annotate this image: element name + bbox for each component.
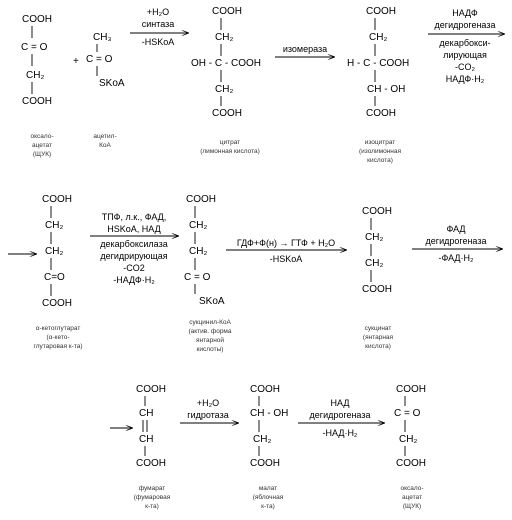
arrow-synthase (130, 7, 188, 47)
svg-text:-HSKoA: -HSKoA (141, 37, 175, 47)
succoa-c3: CH₂ (189, 246, 208, 257)
oxaloacetate-final-structure (394, 384, 426, 469)
oxaloacetate-caption (30, 133, 53, 158)
svg-text:ФАД: ФАД (446, 224, 466, 234)
svg-text:-ФАД·H₂: -ФАД·H₂ (438, 253, 474, 263)
svg-text:НАДФ·H₂: НАДФ·H₂ (445, 74, 485, 84)
malate-c4: COOH (250, 458, 280, 469)
oaa2-c1: COOH (396, 384, 426, 395)
svg-text:малат: малат (258, 485, 278, 492)
acetyl-c1: CH₃ (93, 32, 112, 43)
alpha-ketoglutarate-caption (33, 325, 82, 350)
citrate-structure (191, 6, 261, 119)
succoa-c4: C = O (184, 272, 211, 283)
svg-text:изомераза: изомераза (282, 44, 328, 54)
arrow-fad-dehydrogenase (412, 224, 502, 263)
citrate-c2: CH₂ (215, 32, 234, 43)
fumarate-caption (134, 485, 171, 510)
oaa2-c3: CH₂ (399, 434, 418, 445)
svg-text:КоА: КоА (99, 142, 111, 149)
succoa-c1: COOH (186, 194, 216, 205)
svg-text:цитрат: цитрат (219, 139, 241, 146)
svg-text:НАД: НАД (330, 398, 350, 408)
oaa-c3: CH₂ (26, 70, 45, 81)
isocitrate-c1: COOH (366, 6, 396, 17)
svg-text:-НАД·H₂: -НАД·H₂ (322, 428, 358, 438)
isocitrate-c5: COOH (366, 108, 396, 119)
succinate-c4: COOH (362, 284, 392, 295)
svg-text:-CO₂: -CO₂ (455, 62, 475, 72)
isocitrate-c2: CH₂ (369, 32, 388, 43)
svg-text:(яблочная: (яблочная (252, 494, 284, 501)
svg-text:-HSKoA: -HSKoA (269, 254, 303, 264)
malate-structure (250, 384, 288, 469)
fumarate-c3: CH (139, 434, 154, 445)
malate-caption (253, 485, 284, 510)
svg-text:дегидрогеназа: дегидрогеназа (434, 20, 496, 30)
malate-c2: CH - OH (250, 408, 289, 419)
svg-text:+H₂O: +H₂O (196, 398, 220, 408)
akg-c4: C=O (44, 272, 65, 283)
oaa-c1: COOH (22, 14, 52, 25)
svg-text:изоцитрат: изоцитрат (364, 139, 396, 146)
svg-text:глутаровая к-та): глутаровая к-та) (33, 343, 83, 350)
arrow-gtp-formation (226, 238, 346, 264)
isocitrate-caption (359, 139, 401, 164)
isocitrate-c4: CH - OH (367, 84, 406, 95)
svg-text:(ЩУК): (ЩУК) (402, 503, 422, 510)
succinate-c1: COOH (362, 206, 392, 217)
malate-c3: CH₂ (253, 434, 272, 445)
svg-text:сукцинил-КоА: сукцинил-КоА (189, 319, 231, 326)
succinate-caption (363, 325, 394, 350)
svg-text:сукцинат: сукцинат (364, 325, 392, 332)
svg-text:ацетат: ацетат (401, 494, 423, 501)
svg-text:α-кетоглутарат: α-кетоглутарат (35, 325, 81, 332)
svg-text:(α-кето-: (α-кето- (46, 334, 70, 341)
svg-text:-CO2: -CO2 (123, 263, 145, 273)
svg-text:янтарной: янтарной (195, 337, 225, 344)
fumarate-structure (136, 384, 166, 469)
citrate-caption (200, 139, 260, 155)
arrow-nadp-dehydrogenase (428, 8, 504, 84)
isocitrate-structure (347, 6, 409, 119)
succinyl-coa-structure (184, 194, 225, 307)
oaa2-c4: COOH (396, 458, 426, 469)
succinate-structure (362, 206, 392, 295)
svg-text:НАДФ: НАДФ (452, 8, 478, 18)
svg-text:ацетат: ацетат (31, 142, 53, 149)
oaa2-c2: C = O (394, 408, 421, 419)
svg-text:фумарат: фумарат (138, 485, 166, 492)
citrate-c5: COOH (212, 108, 242, 119)
citrate-c1: COOH (212, 6, 242, 17)
oxaloacetate-final-caption (400, 485, 423, 510)
oaa-c4: COOH (22, 96, 52, 107)
svg-text:(лимонная кислота): (лимонная кислота) (200, 148, 260, 155)
svg-text:декарбоксилаза: декарбоксилаза (100, 239, 168, 249)
svg-text:оксало-: оксало- (400, 485, 424, 492)
oxaloacetate-structure (21, 14, 52, 107)
svg-text:(изолимонная: (изолимонная (359, 148, 401, 155)
isocitrate-c3: H - C - COOH (347, 58, 410, 69)
svg-text:(ЩУК): (ЩУК) (32, 151, 52, 158)
svg-text:ТПФ, л.к., ФАД,: ТПФ, л.к., ФАД, (101, 212, 167, 222)
svg-text:кислоты): кислоты) (196, 346, 224, 353)
succoa-c5: SKoA (199, 296, 225, 307)
malate-c1: COOH (250, 384, 280, 395)
citrate-c4: CH₂ (215, 84, 234, 95)
svg-text:кислота): кислота) (367, 157, 393, 164)
acetyl-coa-structure (86, 32, 125, 89)
svg-text:-НАДФ·H₂: -НАДФ·H₂ (113, 275, 155, 285)
svg-text:лирующая: лирующая (443, 50, 487, 60)
svg-text:(янтарная: (янтарная (362, 334, 394, 341)
svg-text:HSKoA, НАД: HSKoA, НАД (107, 224, 161, 234)
svg-text:кислота): кислота) (365, 343, 391, 350)
acetyl-c2: C = O (86, 54, 113, 65)
plus-sign: + (73, 56, 79, 67)
svg-text:оксало-: оксало- (30, 133, 54, 140)
svg-text:ГДФ+Ф(н) → ГТФ + H₂O: ГДФ+Ф(н) → ГТФ + H₂O (236, 238, 336, 248)
akg-c5: COOH (42, 298, 72, 309)
akg-c3: CH₂ (45, 246, 64, 257)
arrow-hydrotase (180, 398, 238, 423)
fumarate-c2: CH (139, 408, 154, 419)
arrow-nad-dehydrogenase (298, 398, 384, 438)
acetyl-coa-caption (93, 133, 116, 149)
alpha-ketoglutarate-structure (42, 194, 72, 309)
acetyl-c3: SKoA (99, 78, 125, 89)
fumarate-c4: COOH (136, 458, 166, 469)
akg-c2: CH₂ (45, 220, 64, 231)
svg-text:дегидрогеназа: дегидрогеназа (309, 410, 371, 420)
svg-text:ацетил-: ацетил- (93, 133, 117, 140)
svg-text:декарбокси-: декарбокси- (439, 38, 491, 48)
svg-text:гидротаза: гидротаза (187, 410, 229, 420)
arrow-isomerase (275, 44, 334, 57)
svg-text:к-та): к-та) (261, 503, 275, 510)
svg-text:синтаза: синтаза (141, 19, 175, 29)
succinate-c2: CH₂ (365, 232, 384, 243)
fumarate-c1: COOH (136, 384, 166, 395)
akg-c1: COOH (42, 194, 72, 205)
svg-text:дегидрогеназа: дегидрогеназа (425, 236, 487, 246)
svg-text:(фумаровая: (фумаровая (133, 494, 171, 501)
svg-text:(актив. форма: (актив. форма (188, 328, 232, 335)
oaa-c2: C = O (21, 42, 48, 53)
succinyl-coa-caption (188, 319, 231, 353)
succinate-c3: CH₂ (365, 258, 384, 269)
svg-text:дегидрирующая: дегидрирующая (100, 251, 168, 261)
svg-text:к-та): к-та) (145, 503, 159, 510)
succoa-c2: CH₂ (189, 220, 208, 231)
arrow-decarboxylase (90, 212, 178, 285)
svg-text:+H₂O: +H₂O (146, 7, 170, 17)
citrate-c3: OH - C - COOH (191, 58, 261, 69)
